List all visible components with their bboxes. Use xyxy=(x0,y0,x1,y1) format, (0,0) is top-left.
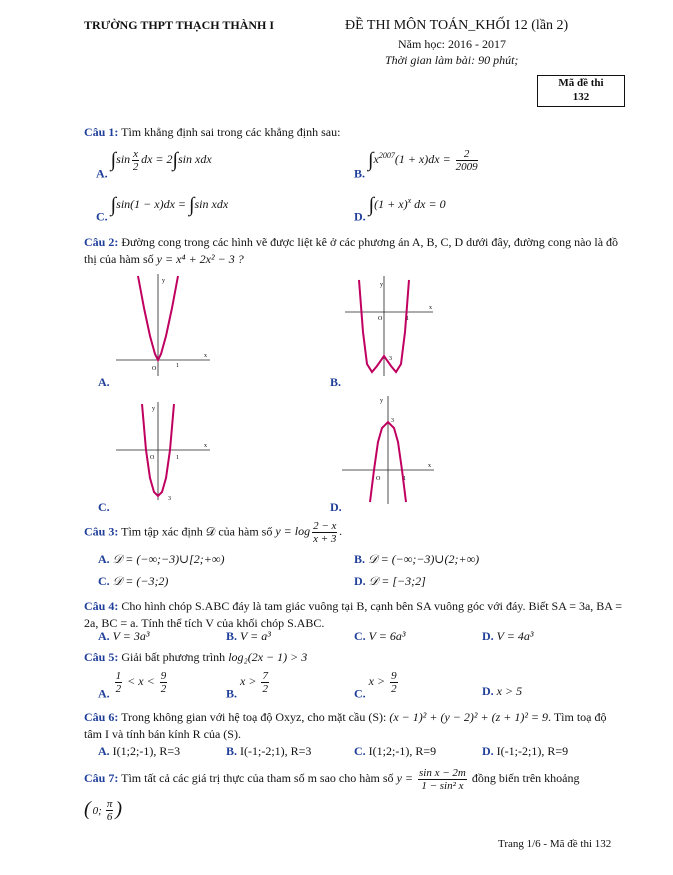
option-letter: D. xyxy=(482,629,494,643)
option-letter: B. xyxy=(226,744,238,758)
option-value: $\frac{1}{2}$ < x < $\frac{9}{2}$ xyxy=(115,670,167,695)
question-function: y = x⁴ + 2x² − 3 ? xyxy=(156,252,244,266)
svg-text:x: x xyxy=(429,305,432,311)
question-label: Câu 2: xyxy=(84,235,119,249)
q1-option-c[interactable] xyxy=(96,194,228,224)
q3-option-b[interactable] xyxy=(354,552,479,567)
option-letter: B. xyxy=(354,552,366,566)
question-label: Câu 5: xyxy=(84,650,119,664)
q4-option-b[interactable] xyxy=(226,629,271,644)
question-text: Đường cong trong các hình vẽ được liệt kê ở các phương án A, B, C, D dưới đây, đường cong nào là đồ thị của hàm số xyxy=(84,235,619,266)
option-letter: D. xyxy=(354,209,366,224)
option-value: 𝒟 = (−∞;−3)∪(2;+∞) xyxy=(368,552,480,566)
q2-option-c[interactable]: C. xyxy=(98,500,110,514)
option-value: V = 4a³ xyxy=(496,629,534,643)
q5-option-d[interactable] xyxy=(482,684,522,699)
option-value: V = 6a³ xyxy=(368,629,406,643)
option-letter: B. xyxy=(226,686,238,701)
option-value: I(1;2;-1), R=9 xyxy=(368,744,437,758)
question-text-2: . Tìm toạ độ tâm I và tính bán kính R của (S). xyxy=(84,710,607,741)
option-value: I(1;2;-1), R=3 xyxy=(112,744,181,758)
option-value: 𝒟 = (−∞;−3)∪[2;+∞) xyxy=(112,552,225,566)
option-letter: D. xyxy=(482,744,494,758)
q6-option-a[interactable] xyxy=(98,744,180,759)
svg-text:x: x xyxy=(204,443,207,449)
q1-a-formula: ∫sin $\frac{x}{2}$ dx = 2∫sin xdx xyxy=(110,148,212,173)
option-letter: C. xyxy=(354,629,366,643)
option-value: V = a³ xyxy=(240,629,271,643)
option-letter: C. xyxy=(354,744,366,758)
q6-equation: (x − 1)² + (y − 2)² + (z + 1)² = 9 xyxy=(389,710,549,724)
option-value: 𝒟 = (−3;2) xyxy=(112,574,169,588)
q1-d-formula: $\int(1 + x)^x$ dx = 0 xyxy=(368,194,446,216)
question-3 xyxy=(84,520,624,545)
question-text: Giải bất phương trình xyxy=(121,650,226,664)
option-letter: C. xyxy=(96,209,108,224)
option-value: V = 3a³ xyxy=(112,629,150,643)
q5-option-c[interactable] xyxy=(354,670,400,701)
option-letter: C. xyxy=(98,574,110,588)
q7-function: y = $\frac{\text{sin x − 2m}}{\text{1 − sin² x}}$ xyxy=(396,766,466,792)
option-value: I(-1;-2;1), R=9 xyxy=(496,744,569,758)
q5-option-a[interactable] xyxy=(98,670,169,701)
svg-text:O: O xyxy=(378,316,383,322)
option-letter: A. xyxy=(98,552,110,566)
option-letter: B. xyxy=(354,166,366,181)
q3-option-c[interactable] xyxy=(98,574,168,589)
option-value: 𝒟 = [−3;2] xyxy=(368,574,426,588)
q2-graph-d xyxy=(340,394,436,506)
option-value: x > $\frac{7}{2}$ xyxy=(240,670,268,695)
q4-option-a[interactable] xyxy=(98,629,149,644)
q2-option-d[interactable]: D. xyxy=(330,500,342,514)
svg-text:1: 1 xyxy=(176,363,179,369)
svg-text:x: x xyxy=(428,463,431,469)
school-name: TRƯỜNG THPT THẠCH THÀNH I xyxy=(84,18,275,32)
svg-text:y: y xyxy=(380,398,383,404)
question-label: Câu 7: xyxy=(84,771,119,785)
svg-text:y: y xyxy=(152,406,155,412)
svg-text:y: y xyxy=(162,278,165,284)
svg-text:x: x xyxy=(204,353,207,359)
question-1 xyxy=(84,124,624,141)
question-label: Câu 4: xyxy=(84,599,119,613)
question-7 xyxy=(84,766,624,792)
exam-title: ĐỀ THI MÔN TOÁN_KHỐI 12 (lần 2) xyxy=(345,18,569,33)
question-5 xyxy=(84,649,624,666)
option-letter: C. xyxy=(354,686,366,701)
school-year: Năm học: 2016 - 2017 xyxy=(398,37,506,51)
svg-text:3: 3 xyxy=(389,356,392,362)
q6-option-b[interactable] xyxy=(226,744,311,759)
q6-option-c[interactable] xyxy=(354,744,436,759)
svg-text:y: y xyxy=(380,282,383,288)
q2-graph-c xyxy=(112,400,212,504)
q2-graph-b xyxy=(343,272,435,378)
q1-option-b[interactable] xyxy=(354,148,480,181)
svg-text:1: 1 xyxy=(176,455,179,461)
question-label: Câu 1: xyxy=(84,125,119,139)
option-letter: A. xyxy=(98,686,110,701)
page-footer: Trang 1/6 - Mã đề thi 132 xyxy=(498,838,612,850)
svg-text:O: O xyxy=(376,476,381,482)
question-text: Tìm khẳng định sai trong các khẳng định sau: xyxy=(121,125,341,139)
option-value: x > $\frac{9}{2}$ xyxy=(368,670,397,695)
question-text: Trong không gian với hệ toạ độ Oxyz, cho mặt cầu (S): xyxy=(121,710,387,724)
question-6 xyxy=(84,709,624,743)
q3-option-a[interactable] xyxy=(98,552,224,567)
q1-c-formula: ∫sin(1 − x)dx = ∫sin xdx xyxy=(110,194,229,216)
option-letter: A. xyxy=(98,629,110,643)
q3-function: y = log $\frac{2 - x}{x + 3}$ . xyxy=(275,520,343,545)
question-4 xyxy=(84,598,624,632)
q4-option-c[interactable] xyxy=(354,629,405,644)
q5-inequality: log₂(2x − 1) > 3 xyxy=(228,650,308,664)
q3-option-d[interactable] xyxy=(354,574,426,589)
question-label: Câu 3: xyxy=(84,524,119,539)
question-label: Câu 6: xyxy=(84,710,119,724)
q1-option-d[interactable] xyxy=(354,194,446,224)
option-letter: B. xyxy=(226,629,238,643)
option-value: x > 5 xyxy=(496,684,523,698)
question-text-2: đồng biến trên khoảng xyxy=(471,771,580,785)
option-letter: D. xyxy=(482,684,494,698)
exam-time: Thời gian làm bài: 90 phút; xyxy=(385,53,519,67)
option-value: I(-1;-2;1), R=3 xyxy=(240,744,312,758)
option-letter: A. xyxy=(98,744,110,758)
option-letter: A. xyxy=(96,166,108,181)
svg-text:1: 1 xyxy=(403,476,406,482)
exam-code-box xyxy=(537,75,625,107)
exam-code-label: Mã đề thi xyxy=(558,77,604,89)
q1-option-a[interactable] xyxy=(96,148,212,181)
svg-text:3: 3 xyxy=(168,496,171,502)
option-letter: D. xyxy=(354,574,366,588)
q6-option-d[interactable] xyxy=(482,744,568,759)
q4-option-d[interactable] xyxy=(482,629,533,644)
question-text: Cho hình chóp S.ABC đáy là tam giác vuông tại B, cạnh bên SA vuông góc với đáy. Biết SA = 3a, BA = 2a, BC = a. Tính thể tích V của khối chóp S.ABC. xyxy=(84,599,623,630)
svg-text:1: 1 xyxy=(406,316,409,322)
exam-code-value: 132 xyxy=(572,91,590,103)
q2-option-b[interactable]: B. xyxy=(330,375,342,389)
svg-text:3: 3 xyxy=(391,418,394,424)
question-2 xyxy=(84,234,624,268)
svg-text:O: O xyxy=(150,455,155,461)
q2-option-a[interactable]: A. xyxy=(98,375,110,389)
q7-interval: ( 0; $\frac{\pi}{6}$ ) xyxy=(84,798,123,823)
question-text: Tìm tập xác định 𝒟 của hàm số xyxy=(121,524,273,539)
q5-option-b[interactable] xyxy=(226,670,271,701)
svg-text:O: O xyxy=(152,366,157,372)
q1-b-formula: $\int x^{2007}(1 + x)dx$ = $\frac{2}{2009}$ xyxy=(368,148,478,173)
q2-graph-a xyxy=(112,272,212,378)
question-text: Tìm tất cả các giá trị thực của tham số m sao cho hàm số xyxy=(121,771,394,785)
